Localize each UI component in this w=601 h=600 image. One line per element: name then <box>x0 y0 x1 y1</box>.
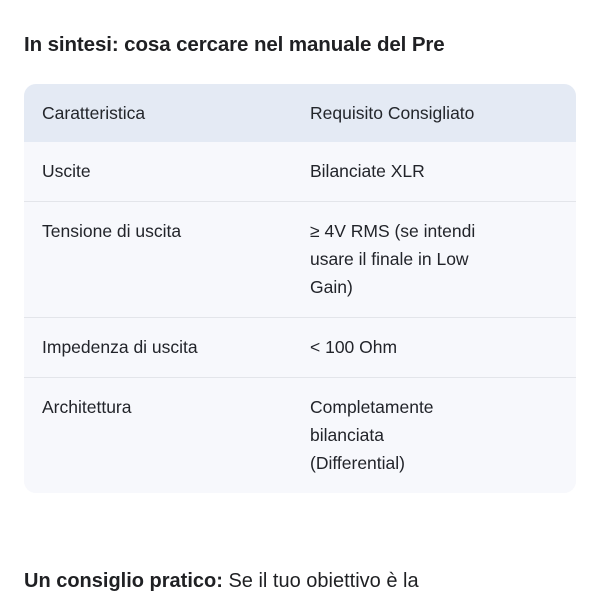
cell-requirement <box>310 318 576 378</box>
table-header-row <box>24 84 576 142</box>
cell-feature: Uscite <box>42 161 91 181</box>
tail-paragraph-lead: Un consiglio pratico: <box>24 570 223 592</box>
cell-requirement <box>310 142 576 202</box>
tail-paragraph-rest: Se il tuo obiettivo è la <box>222 570 419 592</box>
spec-table-container <box>24 84 576 493</box>
table-row <box>24 318 576 378</box>
column-header-requisito: Requisito Consigliato <box>310 103 475 123</box>
cell-requirement <box>310 202 576 318</box>
tail-paragraph <box>24 566 544 597</box>
cell-requirement-line: Completamente <box>310 397 434 417</box>
cell-requirement-line: (Differential) <box>310 453 405 473</box>
table-body <box>24 142 576 493</box>
cell-requirement-line: ≥ 4V RMS (se intendi <box>310 221 476 241</box>
cell-feature: Architettura <box>24 378 310 494</box>
table-row <box>24 202 576 318</box>
table-row <box>24 378 576 494</box>
column-header-caratteristica: Caratteristica <box>42 103 146 123</box>
cell-requirement-line: Bilanciate XLR <box>310 161 425 181</box>
page-title: In sintesi: cosa cercare nel manuale del Pre <box>24 33 445 56</box>
spec-table <box>24 84 576 493</box>
cell-requirement-line: < 100 Ohm <box>310 337 398 357</box>
cell-feature: Tensione di uscita <box>24 202 310 318</box>
table-header <box>24 84 576 142</box>
cell-requirement-line: usare il finale in Low <box>310 249 469 269</box>
table-row <box>24 142 576 202</box>
cell-requirement-line: bilanciata <box>310 425 384 445</box>
cell-requirement-line: Gain) <box>310 277 353 297</box>
cell-requirement <box>310 378 576 494</box>
cell-feature: Impedenza di uscita <box>24 318 310 378</box>
